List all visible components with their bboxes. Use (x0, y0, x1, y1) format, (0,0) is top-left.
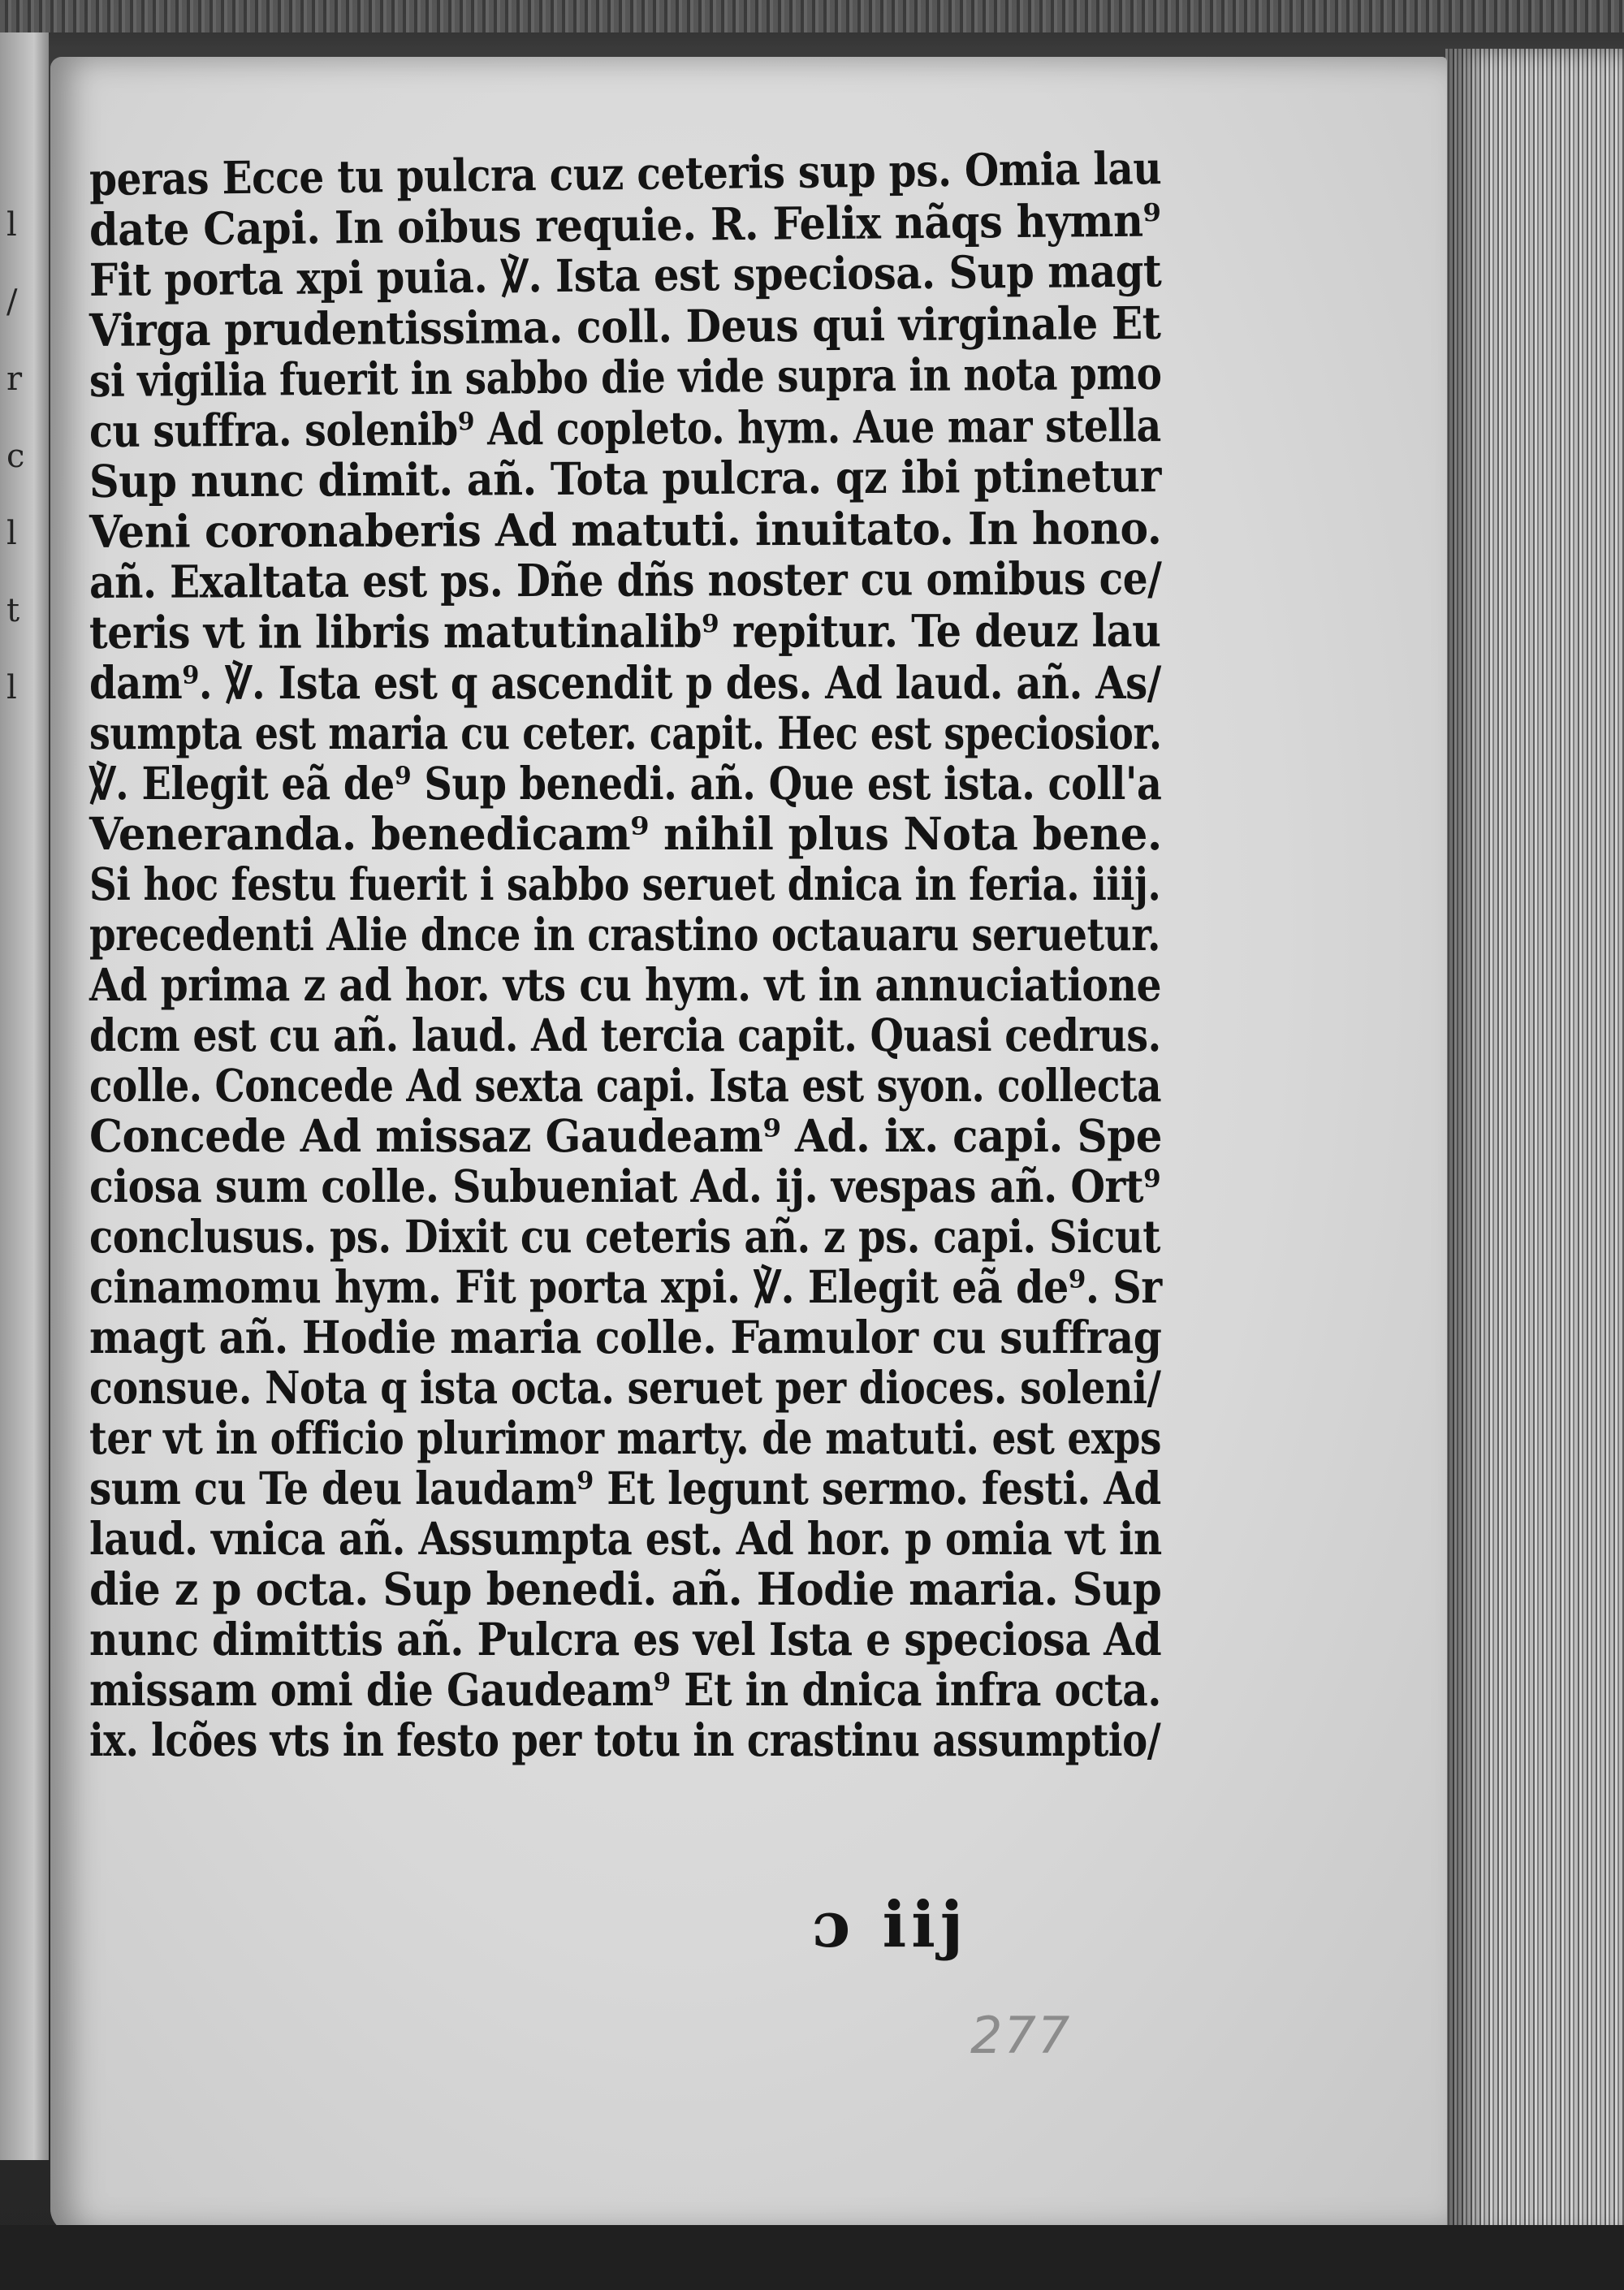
text-line: precedenti Alie dnce in crastino octauaru seruetur. (89, 908, 1160, 961)
book-top-edge (0, 0, 1624, 32)
text-line: teris vt in libris matutinalib⁹ repitur. Te deuz lau (89, 603, 1161, 659)
text-line: ciosa sum colle. Subueniat Ad. ij. vespas añ. Ort⁹ (89, 1160, 1161, 1212)
text-line: consue. Nota q ista octa. seruet per dioces. soleni/ (89, 1361, 1161, 1414)
pencil-folio-number: 277 (970, 2006, 1072, 2065)
text-line: ix. lcões vts in festo per totu in crastinu assumptio/ (89, 1713, 1161, 1766)
facing-page-edge (0, 32, 49, 2160)
text-line: añ. Exaltata est ps. Dñe dñs noster cu omibus ce/ (89, 551, 1162, 608)
text-line: si vigilia fuerit in sabbo die vide supra in nota pmo (89, 346, 1162, 407)
text-line: laud. vnica añ. Assumpta est. Ad hor. p omia vt in (89, 1512, 1162, 1565)
text-line: dcm est cu añ. laud. Ad tercia capit. Quasi cedrus. (89, 1009, 1161, 1061)
page-text-block (89, 141, 1162, 1766)
text-line: Ad prima z ad hor. vts cu hym. vt in annuciatione (89, 958, 1162, 1011)
text-line: Virga prudentissima. coll. Deus qui virginale Et (89, 296, 1161, 356)
text-line: ter vt in officio plurimor marty. de matuti. est exps (89, 1411, 1162, 1464)
text-line: peras Ecce tu pulcra cuz ceteris sup ps. Omia lau (89, 141, 1162, 205)
text-line: date Capi. In oibus requie. R. Felix nãqs hymn⁹ (89, 193, 1161, 256)
text-line: Veni coronaberis Ad matuti. inuitato. In hono. (89, 501, 1162, 558)
text-line: Si hoc festu fuerit i sabbo seruet dnica in feria. iiij. (89, 858, 1161, 910)
text-line: dam⁹. ℣. Ista est q ascendit p des. Ad laud. añ. As/ (89, 656, 1161, 709)
scan-background (0, 2225, 1624, 2290)
text-line: cinamomu hym. Fit porta xpi. ℣. Elegit eã de⁹. Sr (89, 1260, 1162, 1313)
text-line: nunc dimittis añ. Pulcra es vel Ista e speciosa Ad (89, 1613, 1162, 1666)
text-line: ℣. Elegit eã de⁹ Sup benedi. añ. Que est ista. coll'a (89, 757, 1162, 810)
page-block-edge (1445, 49, 1624, 2241)
signature-mark: ɔ iij (812, 1888, 969, 1962)
text-line: sum cu Te deu laudam⁹ Et legunt sermo. festi. Ad (89, 1462, 1161, 1514)
text-line: conclusus. ps. Dixit cu ceteris añ. z ps. capi. Sicut (89, 1210, 1160, 1263)
text-line: Fit porta xpi puia. ℣. Ista est speciosa. Sup magt (89, 244, 1162, 306)
text-line: sumpta est maria cu ceter. capit. Hec est speciosior. (89, 706, 1162, 759)
text-line: die z p octa. Sup benedi. añ. Hodie maria. Sup (89, 1562, 1162, 1615)
text-line: Veneranda. benedicam⁹ nihil plus Nota bene. (89, 807, 1162, 860)
text-line: cu suffra. solenib⁹ Ad copleto. hym. Aue mar stella (89, 399, 1161, 457)
text-line: missam omi die Gaudeam⁹ Et in dnica infra octa. (89, 1663, 1161, 1716)
facing-page-fragments: l / r c l t l (6, 206, 25, 706)
text-line: magt añ. Hodie maria colle. Famulor cu suffrag (89, 1311, 1162, 1363)
text-line: Concede Ad missaz Gaudeam⁹ Ad. ix. capi. Spe (89, 1109, 1162, 1162)
text-line: colle. Concede Ad sexta capi. Ista est syon. collecta (89, 1059, 1162, 1112)
text-line: Sup nunc dimit. añ. Tota pulcra. qz ibi ptinetur (89, 449, 1162, 508)
